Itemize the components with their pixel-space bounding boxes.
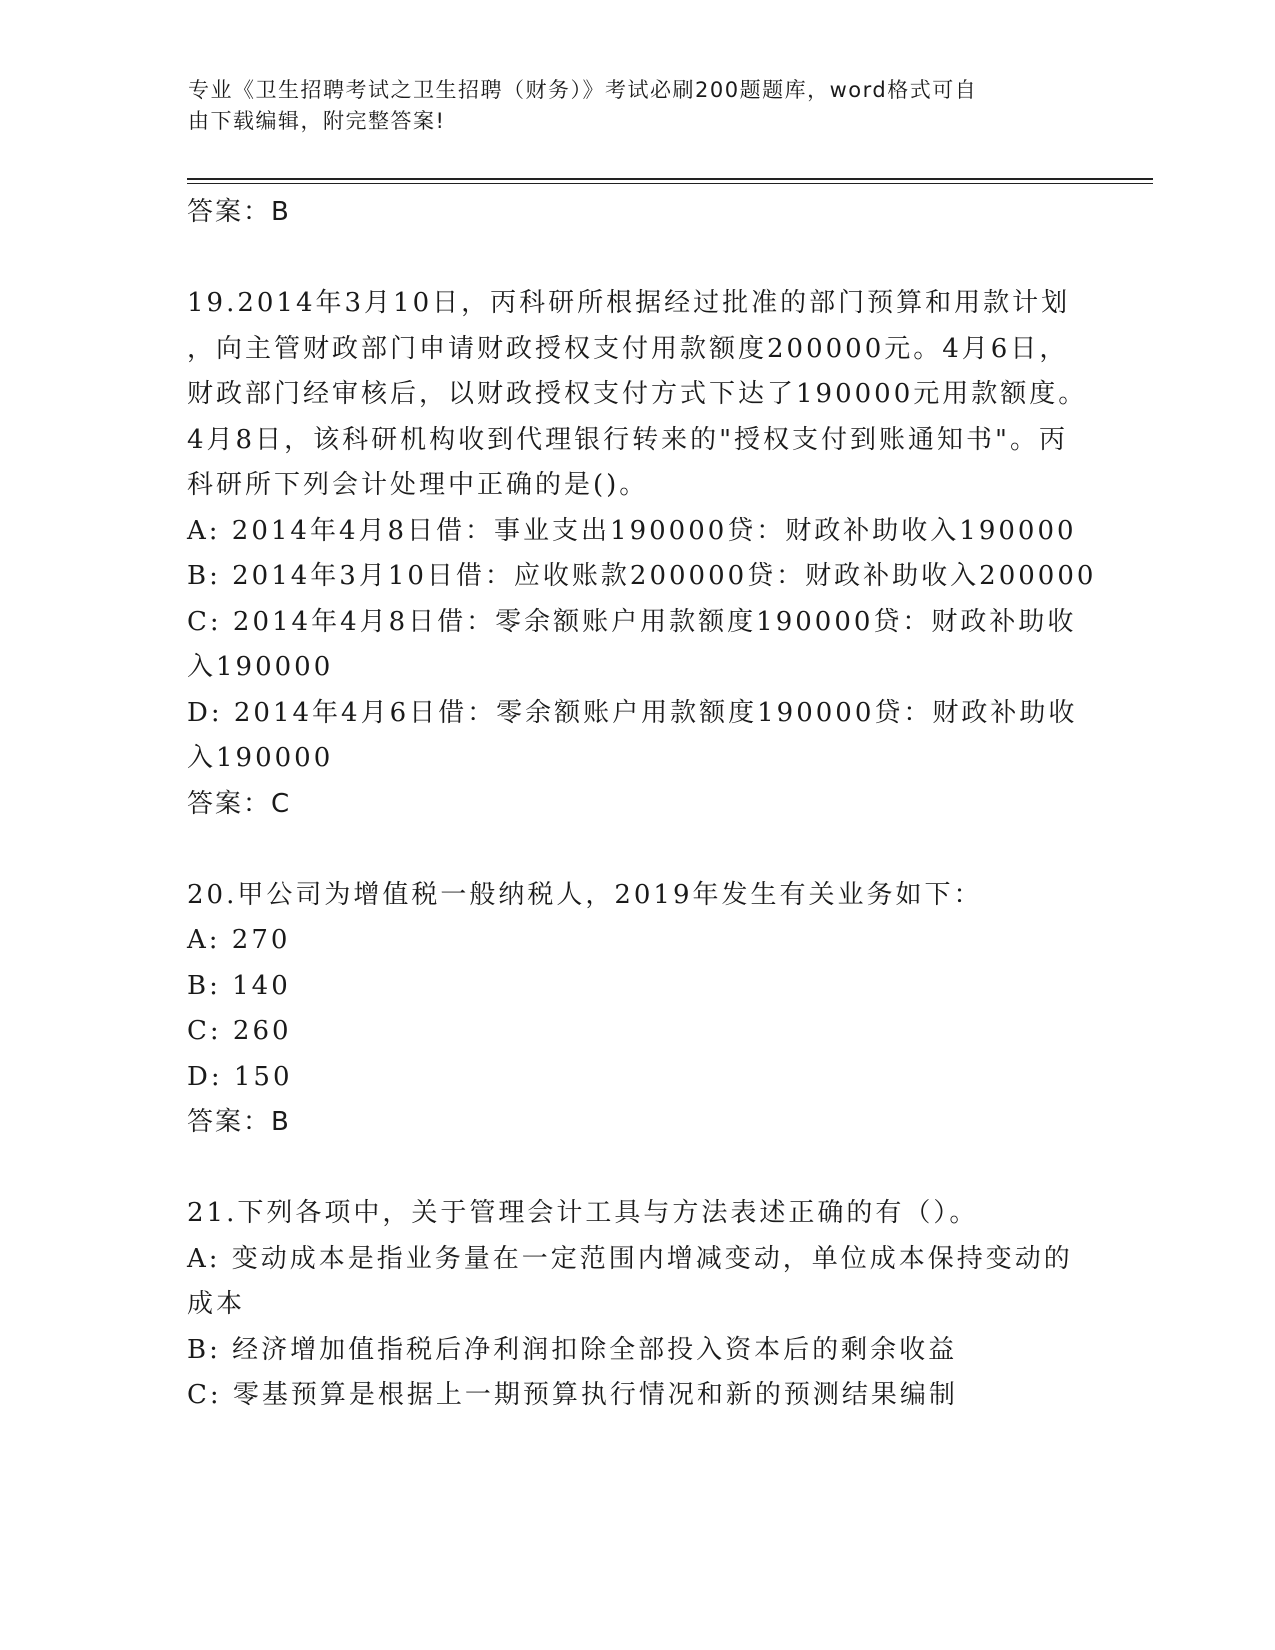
option-d-continued: 入190000 (187, 743, 334, 773)
option-c: C: 零基预算是根据上一期预算执行情况和新的预测结果编制 (187, 1380, 958, 1410)
question-text-line: 20.甲公司为增值税一般纳税人，2019年发生有关业务如下： (187, 879, 983, 910)
document-body (187, 190, 1097, 1419)
option-d: D: 2014年4月6日借：零余额账户用款额度190000贷：财政补助收 (187, 697, 1078, 728)
option-a: A: 2014年4月8日借：事业支出190000贷：财政补助收入190000 (187, 515, 1077, 546)
question-text-line: ，向主管财政部门申请财政授权支付用款额度200000元。4月6日， (187, 333, 1069, 364)
option-a: A: 270 (187, 925, 291, 955)
spacer (187, 1146, 1087, 1192)
option-b: B: 140 (187, 970, 291, 1001)
question-21 (187, 1191, 1087, 1419)
header-rule-thick (187, 178, 1153, 180)
question-text-line: 19.2014年3月10日，丙科研所根据经过批准的部门预算和用款计划 (187, 288, 1071, 318)
header-rule-thin (187, 183, 1153, 184)
previous-answer: 答案：B (187, 197, 291, 227)
question-text-line: 21.下列各项中，关于管理会计工具与方法表述正确的有（）。 (187, 1198, 979, 1228)
spacer (187, 236, 1087, 282)
question-text-line: 4月8日，该科研机构收到代理银行转来的"授权支付到账通知书"。丙 (187, 424, 1069, 455)
option-c: C: 260 (187, 1016, 292, 1046)
question-text-line: 科研所下列会计处理中正确的是()。 (187, 470, 649, 500)
option-a-continued: 成本 (187, 1289, 246, 1319)
option-c-continued: 入190000 (187, 652, 334, 682)
option-a: A: 变动成本是指业务量在一定范围内增减变动，单位成本保持变动的 (187, 1243, 1073, 1274)
option-c: C: 2014年4月8日借：零余额账户用款额度190000贷：财政补助收 (187, 606, 1077, 637)
question-20 (187, 873, 1087, 1146)
answer: 答案：B (187, 1107, 291, 1137)
answer: 答案：C (187, 788, 292, 819)
option-b: B: 2014年3月10日借：应收账款200000贷：财政补助收入200000 (187, 561, 1097, 591)
option-d: D: 150 (187, 1061, 293, 1092)
page-header (188, 75, 1068, 137)
question-text-line: 财政部门经审核后，以财政授权支付方式下达了190000元用款额度。 (187, 379, 1088, 409)
option-b: B: 经济增加值指税后净利润扣除全部投入资本后的剩余收益 (187, 1334, 958, 1365)
header-line-1: 专业《卫生招聘考试之卫生招聘（财务）》考试必刷200题题库，word格式可自 (188, 78, 978, 102)
spacer (187, 827, 1087, 873)
header-line-2: 由下载编辑，附完整答案! (188, 109, 446, 133)
question-19 (187, 281, 1097, 827)
